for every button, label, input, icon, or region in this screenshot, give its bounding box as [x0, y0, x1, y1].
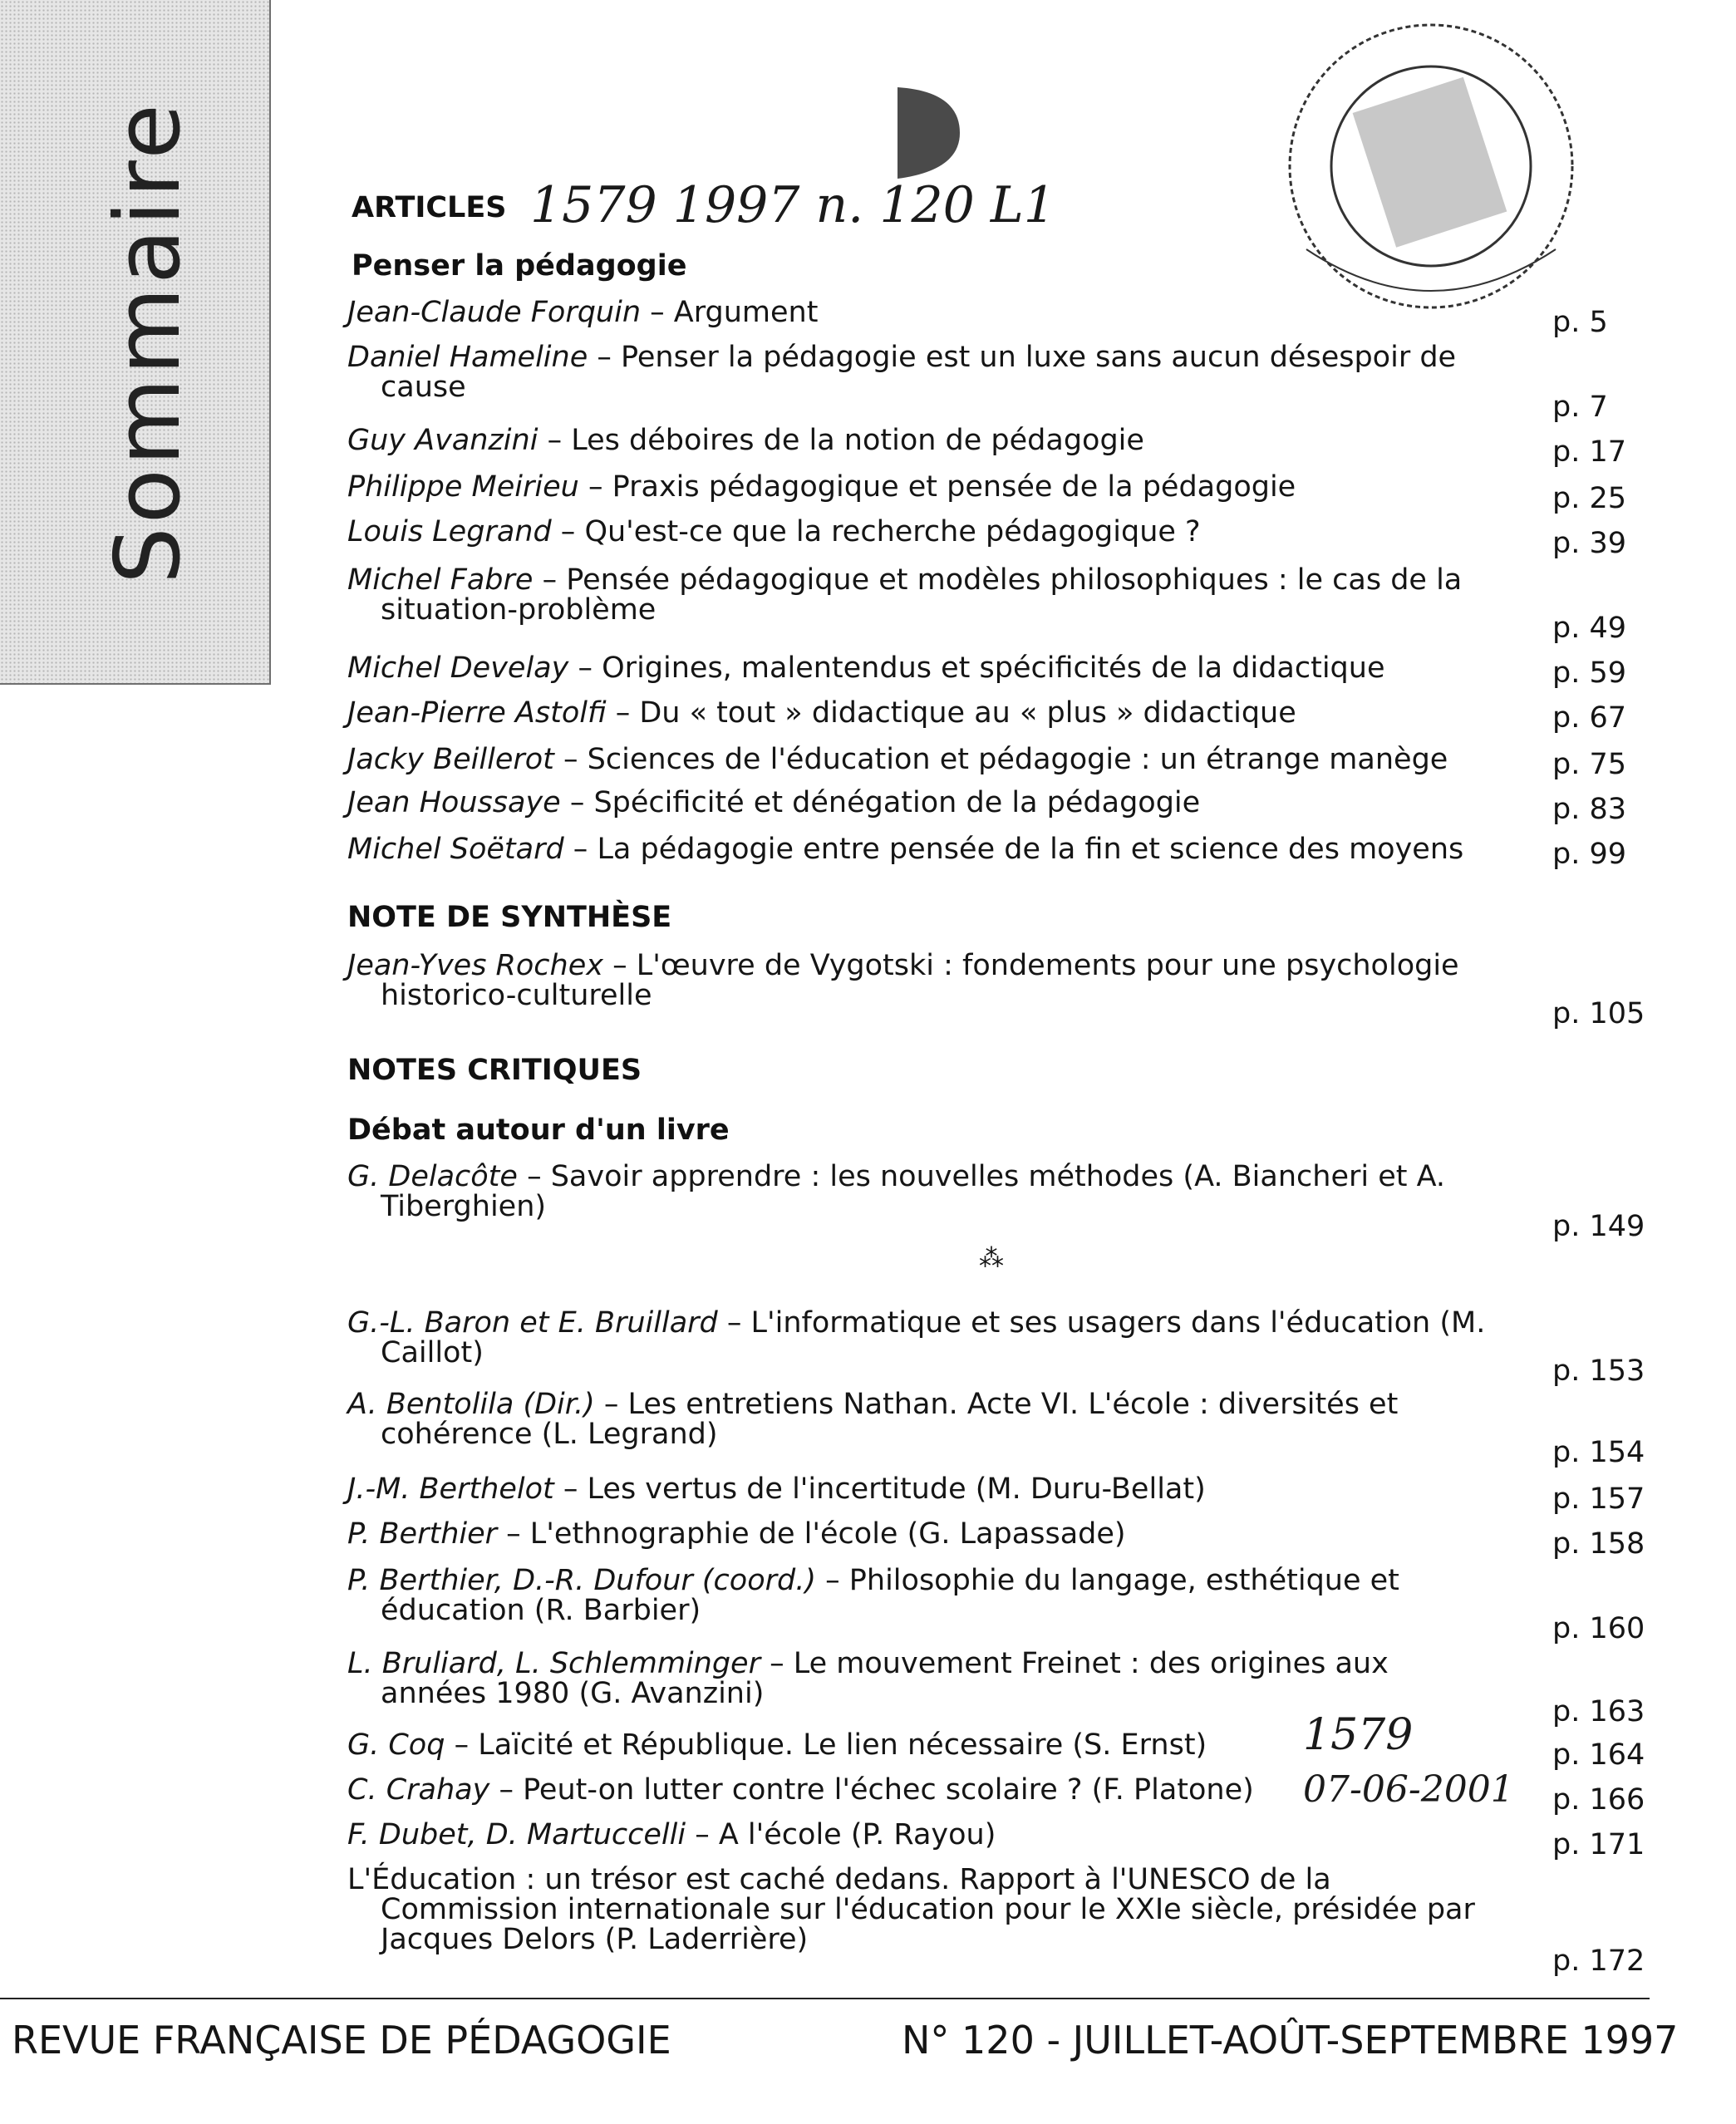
toc-title: Praxis pédagogique et pensée de la pédagogie — [612, 470, 1296, 504]
toc-author: G. Delacôte — [347, 1160, 518, 1193]
toc-author: G.-L. Baron et E. Bruillard — [347, 1306, 718, 1340]
footer-rule — [0, 1998, 1650, 1999]
toc-title: L'informatique et ses usagers dans l'éducation (M. Caillot) — [381, 1306, 1486, 1369]
toc-entry-text: J.-M. Berthelot – Les vertus de l'incertitude (M. Duru-Bellat) — [347, 1473, 1206, 1506]
toc-author: Jean-Pierre Astolfi — [347, 696, 607, 730]
toc-page-number: p. 59 — [1552, 656, 1627, 690]
toc-page-number: p. 83 — [1552, 793, 1627, 826]
toc-title: Pensée pédagogique et modèles philosophiques : le cas de la situation-problème — [381, 563, 1463, 627]
toc-entry — [347, 1820, 1502, 1850]
toc-page-number: p. 7 — [1552, 391, 1608, 424]
toc-entry — [347, 297, 1502, 327]
toc-author: A. Bentolila (Dir.) — [347, 1388, 595, 1421]
toc-author: C. Crahay — [347, 1773, 490, 1807]
toc-entry-text: Guy Avanzini – Les déboires de la notion de pédagogie — [347, 424, 1144, 457]
toc-entry — [347, 1519, 1502, 1549]
toc-entry — [347, 951, 1502, 1010]
toc-entry-text: F. Dubet, D. Martuccelli – A l'école (P. Rayou) — [347, 1818, 996, 1851]
toc-entry-text: Louis Legrand – Qu'est-ce que la recherche pédagogique ? — [347, 515, 1201, 548]
toc-entry-text: G.-L. Baron et E. Bruillard – L'informatique et ses usagers dans l'éducation (M. Caillot) — [347, 1306, 1486, 1369]
toc-page-number: p. 172 — [1552, 1945, 1645, 1978]
toc-title: Penser la pédagogie est un luxe sans aucun désespoir de cause — [381, 341, 1457, 404]
toc-author: Philippe Meirieu — [347, 470, 579, 504]
toc-entry-text: P. Berthier, D.-R. Dufour (coord.) – Philosophie du langage, esthétique et éducation (R. Barbier) — [347, 1564, 1399, 1627]
toc-author: Jean-Yves Rochex — [347, 949, 603, 982]
toc-entry — [347, 565, 1502, 625]
toc-title: L'ethnographie de l'école (G. Lapassade) — [529, 1517, 1126, 1551]
sidebar-title: Sommaire — [96, 101, 200, 584]
toc-page-number: p. 149 — [1552, 1210, 1645, 1243]
toc-entry — [347, 834, 1502, 864]
toc-page-number: p. 158 — [1552, 1527, 1645, 1561]
toc-title: La pédagogie entre pensée de la fin et science des moyens — [597, 833, 1464, 866]
scribble-mark — [881, 79, 972, 187]
synthese-heading: NOTE DE SYNTHÈSE — [347, 901, 672, 934]
articles-heading: ARTICLES — [352, 191, 507, 224]
toc-author: Jean-Claude Forquin — [347, 296, 642, 329]
toc-title: Peut-on lutter contre l'échec scolaire ? (F. Platone) — [523, 1773, 1254, 1807]
toc-entry-text: G. Coq – Laïcité et République. Le lien nécessaire (S. Ernst) — [347, 1728, 1207, 1762]
toc-page-number: p. 17 — [1552, 435, 1627, 469]
sidebar-panel — [0, 0, 271, 685]
toc-page-number: p. 164 — [1552, 1738, 1645, 1772]
library-stamp — [1182, 0, 1581, 349]
toc-entry — [347, 1474, 1502, 1504]
toc-page-number: p. 99 — [1552, 838, 1627, 871]
toc-entry-text: Michel Soëtard – La pédagogie entre pensée de la fin et science des moyens — [347, 833, 1464, 866]
toc-entry-text: Michel Fabre – Pensée pédagogique et modèles philosophiques : le cas de la situation-problème — [347, 563, 1463, 627]
toc-author: F. Dubet, D. Martuccelli — [347, 1818, 686, 1851]
toc-page-number: p. 153 — [1552, 1355, 1645, 1388]
toc-page-number: p. 39 — [1552, 527, 1627, 560]
toc-author: Michel Soëtard — [347, 833, 564, 866]
toc-page-number: p. 5 — [1552, 306, 1608, 339]
toc-page-number: p. 49 — [1552, 612, 1627, 645]
toc-author: Jean Houssaye — [347, 786, 561, 819]
toc-page-number: p. 25 — [1552, 482, 1627, 515]
toc-title: L'Éducation : un trésor est caché dedans. Rapport à l'UNESCO de la Commission internationale sur l'éducation pour le XXIe siècle, présidée par Jacques Delors (P. Laderrière) — [347, 1863, 1475, 1956]
toc-entry — [347, 342, 1502, 402]
footer-issue: N° 120 - JUILLET-AOÛT-SEPTEMBRE 1997 — [902, 2018, 1679, 2063]
handwritten-shelfmark: 1579 1997 n. 120 L1 — [530, 176, 1055, 234]
toc-title: Sciences de l'éducation et pédagogie : un étrange manège — [587, 743, 1448, 776]
toc-entry-text: Daniel Hameline – Penser la pédagogie est un luxe sans aucun désespoir de cause — [347, 341, 1457, 404]
toc-page-number: p. 160 — [1552, 1612, 1645, 1645]
debate-subheading: Débat autour d'un livre — [347, 1114, 730, 1147]
toc-page-number: p. 157 — [1552, 1482, 1645, 1516]
toc-page-number: p. 105 — [1552, 997, 1645, 1030]
toc-entry-text — [347, 1865, 1502, 1954]
toc-author: Guy Avanzini — [347, 424, 539, 457]
toc-author: Louis Legrand — [347, 515, 552, 548]
toc-page-number: p. 163 — [1552, 1695, 1645, 1728]
toc-title: L'œuvre de Vygotski : fondements pour une psychologie historico-culturelle — [381, 949, 1459, 1012]
toc-entry — [347, 653, 1502, 683]
toc-entry — [347, 1389, 1502, 1449]
toc-entry-text: G. Delacôte – Savoir apprendre : les nouvelles méthodes (A. Biancheri et A. Tiberghien) — [347, 1160, 1446, 1223]
toc-author: Michel Develay — [347, 651, 569, 685]
toc-entry-text: P. Berthier – L'ethnographie de l'école (G. Lapassade) — [347, 1517, 1126, 1551]
toc-entry-text: Philippe Meirieu – Praxis pédagogique et pensée de la pédagogie — [347, 470, 1296, 504]
toc-title: Du « tout » didactique au « plus » didactique — [639, 696, 1296, 730]
toc-author: J.-M. Berthelot — [347, 1473, 554, 1506]
toc-entry — [347, 472, 1502, 502]
toc-title: Spécificité et dénégation de la pédagogie — [593, 786, 1201, 819]
toc-entry — [347, 1566, 1502, 1625]
toc-author: G. Coq — [347, 1728, 445, 1762]
toc-author: Michel Fabre — [347, 563, 534, 597]
toc-title: Philosophie du langage, esthétique et éducation (R. Barbier) — [381, 1564, 1399, 1627]
toc-entry — [347, 788, 1502, 818]
toc-author: P. Berthier, D.-R. Dufour (coord.) — [347, 1564, 817, 1597]
toc-title: Le mouvement Freinet : des origines aux années 1980 (G. Avanzini) — [381, 1647, 1389, 1710]
toc-entry-text: Jean-Pierre Astolfi – Du « tout » didactique au « plus » didactique — [347, 696, 1296, 730]
toc-title: Les entretiens Nathan. Acte VI. L'école : diversités et cohérence (L. Legrand) — [381, 1388, 1399, 1451]
toc-page-number: p. 67 — [1552, 701, 1627, 735]
toc-title: Argument — [673, 296, 819, 329]
toc-entry — [347, 1308, 1502, 1368]
toc-title: A l'école (P. Rayou) — [718, 1818, 996, 1851]
handwritten-number: 1579 — [1303, 1710, 1414, 1760]
toc-title: Qu'est-ce que la recherche pédagogique ? — [584, 515, 1201, 548]
toc-author: Daniel Hameline — [347, 341, 588, 374]
toc-author: L. Bruliard, L. Schlemminger — [347, 1647, 760, 1680]
toc-title: Les déboires de la notion de pédagogie — [571, 424, 1144, 457]
toc-entry-text: Jean Houssaye – Spécificité et dénégation de la pédagogie — [347, 786, 1201, 819]
toc-entry — [347, 517, 1502, 547]
section-separator: ⁂ — [979, 1244, 1004, 1273]
articles-subheading: Penser la pédagogie — [352, 249, 687, 283]
toc-author: Jacky Beillerot — [347, 743, 554, 776]
toc-entry-text: C. Crahay – Peut-on lutter contre l'échec scolaire ? (F. Platone) — [347, 1773, 1254, 1807]
toc-entry-text: Michel Develay – Origines, malentendus et spécificités de la didactique — [347, 651, 1385, 685]
toc-entry-text: Jean-Yves Rochex – L'œuvre de Vygotski : fondements pour une psychologie historico-culturelle — [347, 949, 1459, 1012]
toc-page-number: p. 171 — [1552, 1828, 1645, 1861]
toc-entry — [347, 698, 1502, 728]
footer-journal: REVUE FRANÇAISE DE PÉDAGOGIE — [12, 2018, 671, 2063]
toc-entry — [347, 745, 1502, 774]
toc-entry — [347, 425, 1502, 455]
critiques-heading: NOTES CRITIQUES — [347, 1054, 642, 1087]
toc-entry — [347, 1865, 1502, 1954]
toc-title: Savoir apprendre : les nouvelles méthodes (A. Biancheri et A. Tiberghien) — [381, 1160, 1446, 1223]
toc-entry-text: L. Bruliard, L. Schlemminger – Le mouvement Freinet : des origines aux années 1980 (G. Avanzini) — [347, 1647, 1389, 1710]
toc-title: Les vertus de l'incertitude (M. Duru-Bellat) — [587, 1473, 1206, 1506]
toc-entry — [347, 1649, 1502, 1709]
toc-page-number: p. 154 — [1552, 1436, 1645, 1469]
handwritten-date: 07-06-2001 — [1303, 1768, 1514, 1811]
toc-title: Laïcité et République. Le lien nécessaire (S. Ernst) — [478, 1728, 1207, 1762]
toc-entry-text: A. Bentolila (Dir.) – Les entretiens Nathan. Acte VI. L'école : diversités et cohérence (L. Legrand) — [347, 1388, 1399, 1451]
toc-page-number: p. 166 — [1552, 1783, 1645, 1817]
toc-author: P. Berthier — [347, 1517, 498, 1551]
toc-entry — [347, 1162, 1502, 1222]
toc-entry-text: Jean-Claude Forquin – Argument — [347, 296, 819, 329]
toc-entry-text: Jacky Beillerot – Sciences de l'éducation et pédagogie : un étrange manège — [347, 743, 1448, 776]
toc-title: Origines, malentendus et spécificités de la didactique — [602, 651, 1385, 685]
toc-page-number: p. 75 — [1552, 748, 1627, 781]
